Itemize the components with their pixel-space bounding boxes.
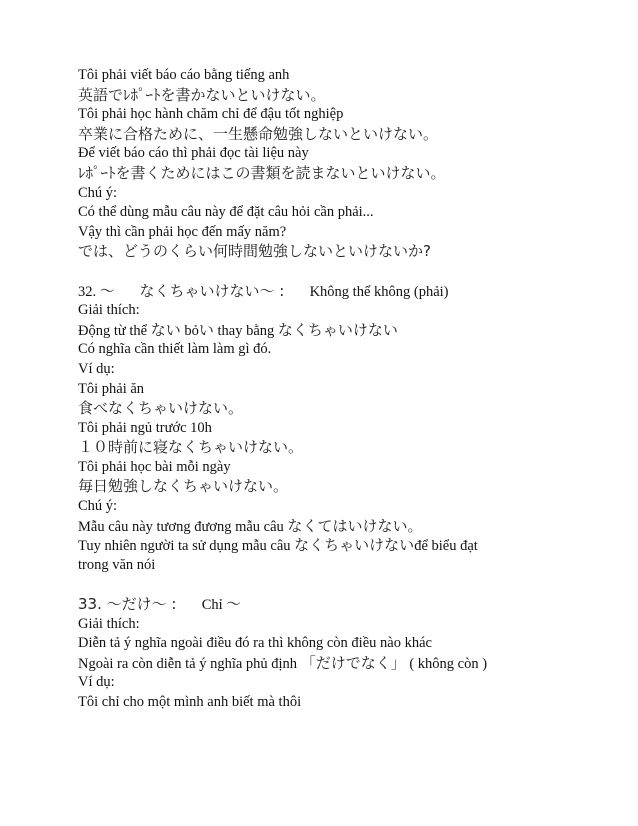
note-label: Chú ý: [78, 184, 118, 201]
section-number: 33. ～だけ～ : [78, 595, 177, 614]
inline-text: ( không còn ) [409, 655, 488, 672]
japanese-line: 卒業に合格ために、一生懸命勉強しないといけない。 [78, 124, 439, 143]
text-line: Vậy thì cần phải học đến mấy năm? [78, 223, 287, 240]
example-label: Ví dụ: [78, 360, 115, 377]
inline-text: Động từ thể [78, 322, 148, 339]
inline-japanese: 「だけでなく」 [300, 653, 406, 672]
inline-japanese: なくちゃいけない [277, 320, 398, 339]
inline-text: thay bằng [217, 322, 275, 339]
section-number: 32. ～ [78, 283, 115, 300]
explanation-label: Giải thích: [78, 615, 140, 632]
text-line: Tôi chỉ cho một mình anh biết mà thôi [78, 694, 302, 710]
japanese-line: では、どうのくらい何時間勉強しないといけないか? [78, 242, 431, 261]
japanese-line: 英語でﾚﾎﾟｰﾄを書かないといけない。 [78, 85, 326, 104]
explanation-line [78, 321, 618, 341]
note-label: Chú ý: [78, 498, 118, 515]
japanese-line: 毎日勉強しなくちゃいけない。 [78, 477, 289, 496]
text-line: Tôi phải học bài mỗi ngày [78, 458, 231, 475]
document-page [78, 66, 618, 713]
japanese-line: １０時前に寝なくちゃいけない。 [78, 438, 304, 457]
text-line: Tôi phải học hành chăm chỉ để đậu tốt nghiệp [78, 106, 344, 123]
inline-japanese: なくてはいけない。 [287, 516, 423, 535]
inline-text: để biểu đạt [414, 538, 478, 555]
inline-text: Ngoài ra còn diễn tả ý nghĩa phủ định [78, 655, 298, 672]
inline-japanese: ない [150, 320, 181, 339]
pattern-meaning: Chỉ ～ [201, 597, 241, 614]
explanation-label: Giải thích: [78, 302, 140, 319]
pattern-meaning: Không thể không (phải) [309, 283, 449, 300]
text-line: Tôi phải ăn [78, 380, 145, 397]
spacer [78, 262, 618, 282]
text-line: Có nghĩa cần thiết làm làm gì đó. [78, 341, 272, 358]
inline-text: Mẫu câu này tương đương mẫu câu [78, 518, 284, 535]
inline-japanese: なくちゃいけない [294, 536, 415, 555]
explanation-line [78, 654, 618, 674]
text-line: Để viết báo cáo thì phải đọc tài liệu này [78, 145, 309, 162]
grammar-pattern: なくちゃいけない～ : [139, 281, 285, 300]
section-33-heading [78, 595, 618, 615]
inline-text: Tuy nhiên người ta sử dụng mẫu câu [78, 538, 291, 555]
text-line: Tôi phải ngủ trước 10h [78, 419, 212, 436]
inline-japanese: い [198, 320, 214, 339]
japanese-line: 食べなくちゃいけない。 [78, 399, 244, 418]
text-line: Diễn tả ý nghĩa ngoài điều đó ra thì không còn điều nào khác [78, 635, 432, 652]
spacer [78, 575, 618, 595]
example-label: Ví dụ: [78, 674, 115, 691]
note-line [78, 536, 618, 556]
text-line: trong văn nói [78, 556, 156, 573]
inline-text: bỏ [184, 322, 199, 339]
japanese-line: ﾚﾎﾟｰﾄを書くためにはこの書類を読まないといけない。 [78, 163, 446, 182]
note-line [78, 517, 618, 537]
text-line: Tôi phải viết báo cáo bằng tiếng anh [78, 67, 290, 83]
section-32-heading [78, 282, 618, 302]
text-line: Có thể dùng mẫu câu này để đặt câu hỏi cần phải... [78, 204, 374, 221]
